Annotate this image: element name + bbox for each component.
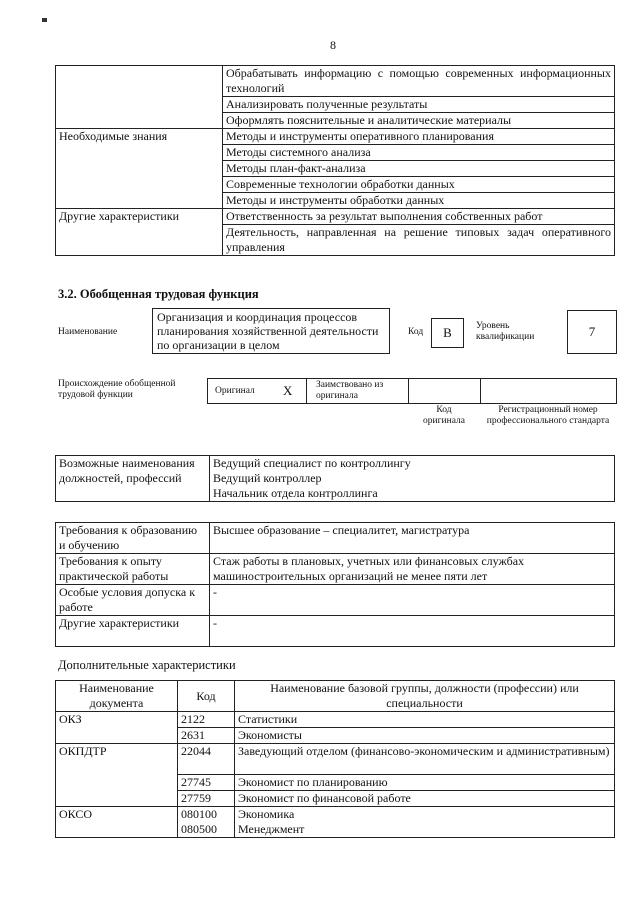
reg-number-box bbox=[480, 378, 617, 404]
original-code-box bbox=[408, 378, 480, 404]
doc-cell: ОКПДТР bbox=[56, 744, 178, 807]
table-row bbox=[56, 807, 615, 838]
req-label: Требования к образованию и обучению bbox=[56, 523, 210, 554]
code-caption: Код оригинала bbox=[423, 405, 465, 426]
name-cell: Экономист по финансовой работе bbox=[235, 791, 615, 807]
doc-cell: ОКСО bbox=[56, 807, 178, 838]
skills-table bbox=[55, 65, 615, 256]
code-cell: 2122 bbox=[178, 712, 235, 728]
table-row bbox=[56, 585, 615, 616]
scan-mark bbox=[42, 18, 47, 22]
name-cell: Экономист по планированию bbox=[235, 775, 615, 791]
doc-cell: ОКЗ bbox=[56, 712, 178, 744]
original-mark: X bbox=[283, 383, 293, 398]
origin-label: Происхождение обобщенной трудовой функции bbox=[58, 379, 176, 400]
function-code: B bbox=[431, 318, 464, 348]
table-row bbox=[56, 616, 615, 647]
section-title: 3.2. Обобщенная трудовая функция bbox=[58, 287, 259, 301]
table-row bbox=[56, 744, 615, 775]
table-row bbox=[56, 456, 615, 502]
req-label: Другие характеристики bbox=[56, 616, 210, 647]
table-row bbox=[56, 129, 615, 145]
header-name: Наименование базовой группы, должности (профессии) или специальности bbox=[235, 681, 615, 712]
list-item: Современные технологии обработки данных bbox=[223, 177, 615, 193]
page-number: 8 bbox=[330, 38, 336, 52]
list-item: Деятельность, направленная на решение типовых задач оперативного управления bbox=[223, 225, 615, 256]
additional-table bbox=[55, 680, 615, 838]
table-row bbox=[56, 554, 615, 585]
code-cell: 27759 bbox=[178, 791, 235, 807]
additional-title: Дополнительные характеристики bbox=[58, 658, 236, 672]
position-item: Ведущий специалист по контроллингу bbox=[213, 456, 411, 470]
table-row bbox=[56, 712, 615, 728]
name-label: Наименование bbox=[58, 327, 118, 337]
table-row bbox=[56, 523, 615, 554]
borrowed-box bbox=[306, 378, 408, 404]
function-name: Организация и координация процессов планирования хозяйственной деятельности по организации в целом bbox=[152, 308, 390, 354]
code-cell: 080100 080500 bbox=[178, 807, 235, 838]
row-label bbox=[56, 66, 223, 129]
header-code: Код bbox=[178, 681, 235, 712]
req-value: Стаж работы в плановых, учетных или финансовых службах машиностроительных организаций не менее пяти лет bbox=[210, 554, 615, 585]
qualification-level: 7 bbox=[567, 310, 617, 354]
code-cell: 22044 bbox=[178, 744, 235, 775]
row-label: Необходимые знания bbox=[56, 129, 223, 209]
name-cell: Экономисты bbox=[235, 728, 615, 744]
req-value: - bbox=[210, 585, 615, 616]
reg-caption: Регистрационный номер профессионального стандарта bbox=[486, 405, 610, 426]
table-header bbox=[56, 681, 615, 712]
row-label: Другие характеристики bbox=[56, 209, 223, 256]
table-row bbox=[56, 209, 615, 225]
original-box bbox=[207, 378, 307, 404]
positions-label: Возможные наименования должностей, профессий bbox=[56, 456, 210, 502]
table-row bbox=[56, 66, 615, 97]
header-doc: Наименование документа bbox=[56, 681, 178, 712]
req-value: Высшее образование – специалитет, магистратура bbox=[210, 523, 615, 554]
req-label: Особые условия допуска к работе bbox=[56, 585, 210, 616]
list-item: Методы системного анализа bbox=[223, 145, 615, 161]
list-item: Методы план-факт-анализа bbox=[223, 161, 615, 177]
list-item: Анализировать полученные результаты bbox=[223, 97, 615, 113]
code-cell: 2631 bbox=[178, 728, 235, 744]
list-item: Методы и инструменты оперативного планирования bbox=[223, 129, 615, 145]
list-item: Методы и инструменты обработки данных bbox=[223, 193, 615, 209]
requirements-table bbox=[55, 522, 615, 647]
name-cell: Заведующий отделом (финансово-экономическим и административным) bbox=[235, 744, 615, 775]
name-cell: Статистики bbox=[235, 712, 615, 728]
req-label: Требования к опыту практической работы bbox=[56, 554, 210, 585]
level-label: Уровень квалификации bbox=[476, 321, 535, 342]
code-cell: 27745 bbox=[178, 775, 235, 791]
list-item: Ответственность за результат выполнения собственных работ bbox=[223, 209, 615, 225]
original-label: Оригинал bbox=[215, 386, 255, 396]
name-cell: Экономика Менеджмент bbox=[235, 807, 615, 838]
req-value: - bbox=[210, 616, 615, 647]
borrowed-label: Заимствовано из оригинала bbox=[316, 380, 384, 401]
list-item: Обрабатывать информацию с помощью современных информационных технологий bbox=[223, 66, 615, 97]
code-label: Код bbox=[408, 327, 424, 337]
positions-table bbox=[55, 455, 615, 502]
position-item: Ведущий контроллер bbox=[213, 471, 322, 485]
position-item: Начальник отдела контроллинга bbox=[213, 486, 378, 500]
list-item: Оформлять пояснительные и аналитические материалы bbox=[223, 113, 615, 129]
